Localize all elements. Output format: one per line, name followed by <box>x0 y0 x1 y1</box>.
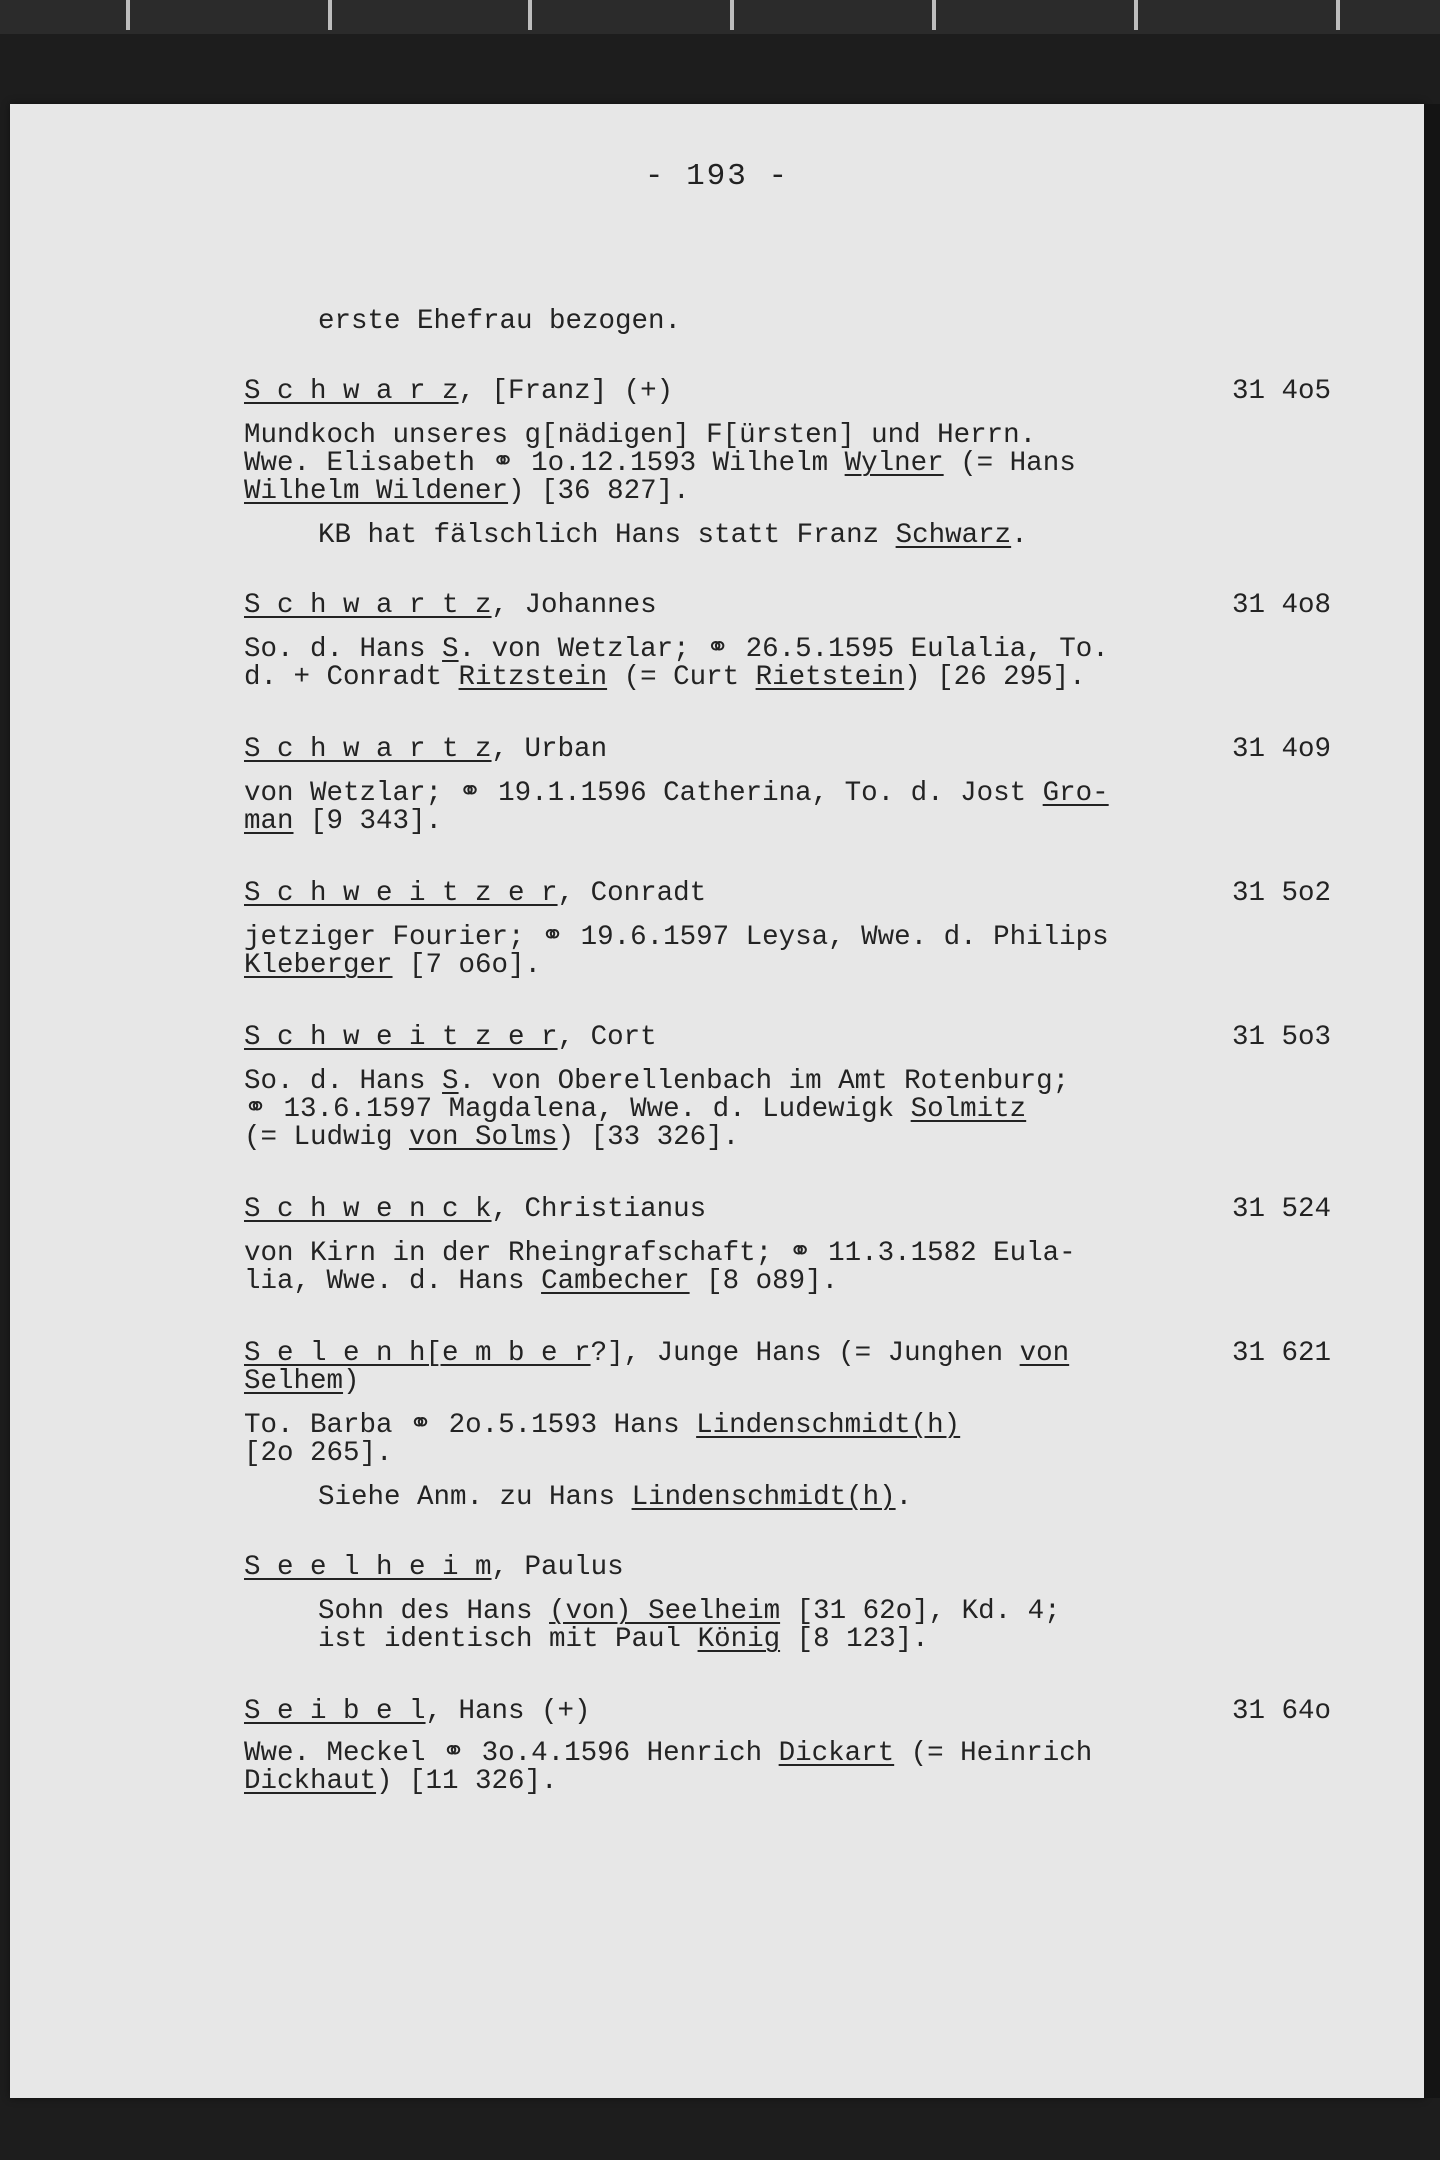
entry-number: 31 524 <box>1232 1194 1332 1225</box>
entry-line: ⚭ 13.6.1597 Magdalena, Wwe. d. Ludewigk Solmitz <box>244 1094 1027 1125</box>
entry-heading: S e e l h e i m, Paulus <box>244 1552 624 1583</box>
entry-number: 31 621 <box>1232 1338 1332 1369</box>
film-tick <box>126 0 130 30</box>
entry-line: So. d. Hans S. von Wetzlar; ⚭ 26.5.1595 Eulalia, To. <box>244 634 1109 665</box>
entry-surname: S c h w e n c k <box>244 1194 492 1225</box>
entry-line: Kleberger [7 o6o]. <box>244 950 542 981</box>
film-tick <box>932 0 936 30</box>
entry-line: d. + Conradt Ritzstein (= Curt Rietstein) [26 295]. <box>244 662 1086 693</box>
entry-line: [2o 265]. <box>244 1438 393 1469</box>
entry-heading-cont: Selhem) <box>244 1366 360 1397</box>
entry-line: Mundkoch unseres g[nädigen] F[ürsten] und Herrn. <box>244 420 1037 451</box>
entry-line: von Kirn in der Rheingrafschaft; ⚭ 11.3.1582 Eula- <box>244 1238 1076 1269</box>
entry-surname: S e i b e l <box>244 1696 426 1727</box>
entry-line: Wwe. Meckel ⚭ 3o.4.1596 Henrich Dickart (= Heinrich <box>244 1738 1093 1769</box>
entry-number: 31 5o3 <box>1232 1022 1332 1053</box>
entry-number: 31 4o5 <box>1232 376 1332 407</box>
entry-line: (= Ludwig von Solms) [33 326]. <box>244 1122 740 1153</box>
film-tick <box>1134 0 1138 30</box>
entry-number: 31 5o2 <box>1232 878 1332 909</box>
entry-surname: S c h w a r t z <box>244 590 492 621</box>
entry-heading: S e i b e l, Hans (+) <box>244 1696 591 1727</box>
entry-line: So. d. Hans S. von Oberellenbach im Amt Rotenburg; <box>244 1066 1070 1097</box>
entry-number: 31 64o <box>1232 1696 1332 1727</box>
entry-heading: S c h w e i t z e r, Cort <box>244 1022 657 1053</box>
entry-line: Wilhelm Wildener) [36 827]. <box>244 476 690 507</box>
film-tick <box>528 0 532 30</box>
intro-line: erste Ehefrau bezogen. <box>318 306 682 337</box>
entry-surname: S e e l h e i m <box>244 1552 492 1583</box>
film-tick <box>328 0 332 30</box>
page-edge-shadow <box>1424 104 1440 2098</box>
entry-surname: S e l e n h[e m b e r <box>244 1338 591 1369</box>
entry-heading: S c h w e n c k, Christianus <box>244 1194 707 1225</box>
entry-line: Sohn des Hans (von) Seelheim [31 62o], Kd. 4; <box>318 1596 1061 1627</box>
entry-heading: S c h w a r t z, Urban <box>244 734 608 765</box>
entry-line: ist identisch mit Paul König [8 123]. <box>318 1624 929 1655</box>
document-page <box>10 104 1424 2098</box>
entry-number: 31 4o9 <box>1232 734 1332 765</box>
entry-line: Dickhaut) [11 326]. <box>244 1766 558 1797</box>
entry-line: lia, Wwe. d. Hans Cambecher [8 o89]. <box>244 1266 839 1297</box>
film-tick <box>1336 0 1340 30</box>
film-tick <box>730 0 734 30</box>
entry-line: To. Barba ⚭ 2o.5.1593 Hans Lindenschmidt(h) <box>244 1410 961 1441</box>
entry-surname: S c h w e i t z e r <box>244 1022 558 1053</box>
entry-surname: S c h w e i t z e r <box>244 878 558 909</box>
entry-line: man [9 343]. <box>244 806 443 837</box>
page-number: - 193 - <box>644 159 790 194</box>
film-top-band <box>0 0 1440 34</box>
entry-heading: S c h w a r t z, Johannes <box>244 590 657 621</box>
entry-line: von Wetzlar; ⚭ 19.1.1596 Catherina, To. d. Jost Gro- <box>244 778 1109 809</box>
entry-line: jetziger Fourier; ⚭ 19.6.1597 Leysa, Wwe. d. Philips <box>244 922 1109 953</box>
entry-number: 31 4o8 <box>1232 590 1332 621</box>
entry-heading: S c h w e i t z e r, Conradt <box>244 878 707 909</box>
entry-surname: S c h w a r z <box>244 376 459 407</box>
entry-line: Wwe. Elisabeth ⚭ 1o.12.1593 Wilhelm Wylner (= Hans <box>244 448 1076 479</box>
entry-surname: S c h w a r t z <box>244 734 492 765</box>
entry-heading: S c h w a r z, [Franz] (+) <box>244 376 674 407</box>
entry-heading: S e l e n h[e m b e r?], Junge Hans (= Junghen von <box>244 1338 1070 1369</box>
entry-note: Siehe Anm. zu Hans Lindenschmidt(h). <box>318 1482 913 1513</box>
entry-note: KB hat fälschlich Hans statt Franz Schwarz. <box>318 520 1028 551</box>
